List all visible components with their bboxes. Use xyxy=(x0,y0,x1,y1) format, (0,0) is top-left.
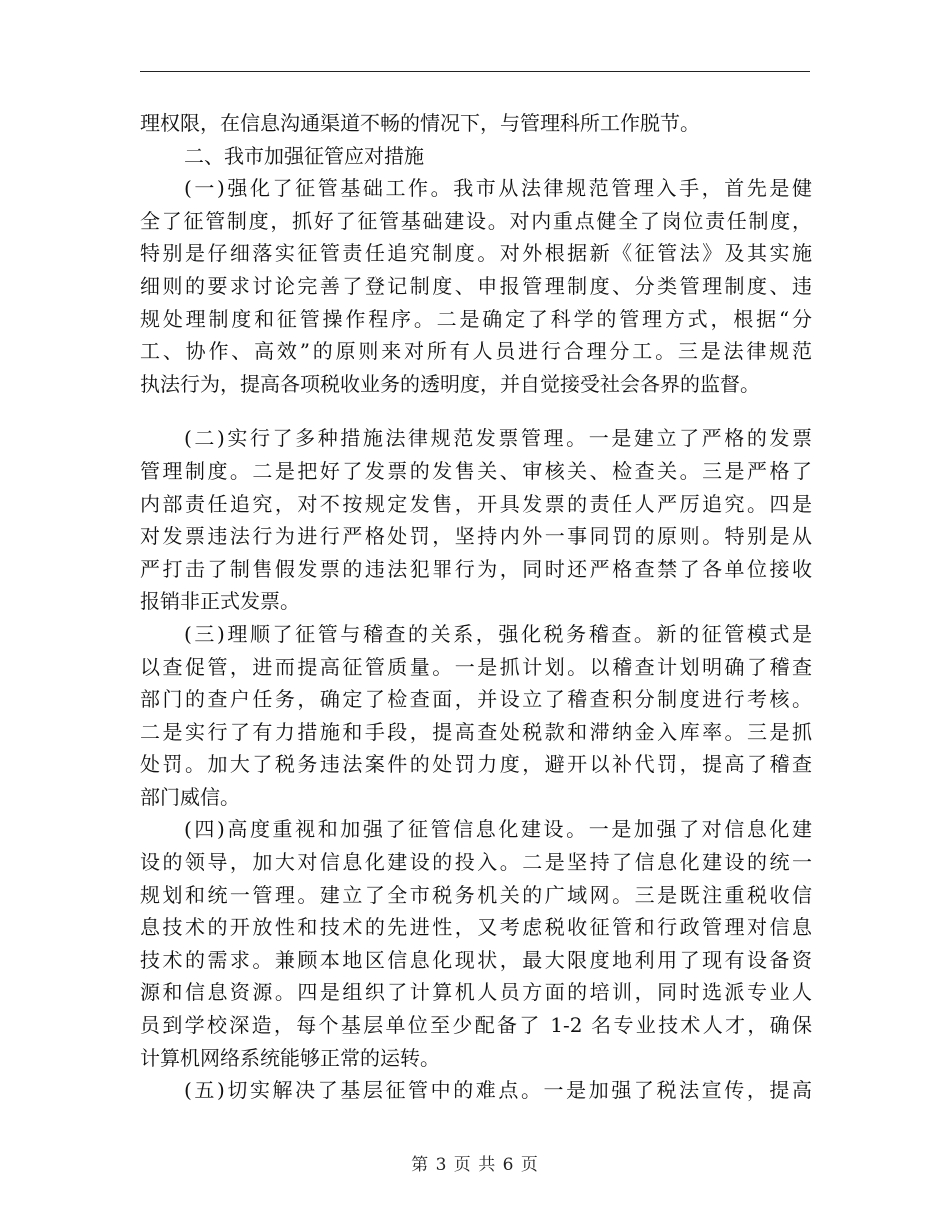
text-line: 特别是仔细落实征管责任追究制度。对外根据新《征管法》及其实施 xyxy=(140,241,812,266)
body-text xyxy=(140,107,812,1107)
text-line: 报销非正式发票。 xyxy=(140,589,300,614)
text-line: (五)切实解决了基层征管中的难点。一是加强了税法宣传，提高 xyxy=(184,1078,812,1103)
text-line: 技术的需求。兼顾本地区信息化现状，最大限度地利用了现有设备资 xyxy=(140,947,812,972)
text-line: 严打击了制售假发票的违法犯罪行为，同时还严格查禁了各单位接收 xyxy=(140,556,812,581)
text-line: 部门的查户任务，确定了检查面，并设立了稽查积分制度进行考核。 xyxy=(140,687,812,712)
text-line: 以查促管，进而提高征管质量。一是抓计划。以稽查计划明确了稽查 xyxy=(140,654,812,679)
text-line: 部门威信。 xyxy=(140,784,240,809)
text-line: 设的领导，加大对信息化建设的投入。二是坚持了信息化建设的统一 xyxy=(140,850,812,875)
text-line: 对发票违法行为进行严格处罚，坚持内外一事同罚的原则。特别是从 xyxy=(140,524,812,549)
text-line: 工、协作、高效”的原则来对所有人员进行合理分工。三是法律规范 xyxy=(140,339,812,364)
text-line: 规划和统一管理。建立了全市税务机关的广域网。三是既注重税收信 xyxy=(140,882,812,907)
text-line: (一)强化了征管基础工作。我市从法律规范管理入手，首先是健 xyxy=(184,176,812,201)
text-line: 二是实行了有力措施和手段，提高查处税款和滞纳金入库率。三是抓 xyxy=(140,719,812,744)
text-line: 内部责任追究，对不按规定发售，开具发票的责任人严厉追究。四是 xyxy=(140,491,812,516)
text-line: (四)高度重视和加强了征管信息化建设。一是加强了对信息化建 xyxy=(184,817,812,842)
text-line: (二)实行了多种措施法律规范发票管理。一是建立了严格的发票 xyxy=(184,426,812,451)
text-line: 执法行为，提高各项税收业务的透明度，并自觉接受社会各界的监督。 xyxy=(140,371,760,396)
page-footer: 第 3 页 共 6 页 xyxy=(411,1155,539,1175)
text-line: (三)理顺了征管与稽查的关系，强化税务稽查。新的征管模式是 xyxy=(184,621,812,646)
text-line: 计算机网络系统能够正常的运转。 xyxy=(140,1045,440,1070)
text-line: 员到学校深造，每个基层单位至少配备了 1-2 名专业技术人才，确保 xyxy=(140,1013,812,1038)
text-line: 全了征管制度，抓好了征管基础建设。对内重点健全了岗位责任制度， xyxy=(140,208,812,233)
text-line: 细则的要求讨论完善了登记制度、申报管理制度、分类管理制度、违 xyxy=(140,273,812,298)
text-line: 管理制度。二是把好了发票的发售关、审核关、检查关。三是严格了 xyxy=(140,458,812,483)
text-line: 二、我市加强征管应对措施 xyxy=(184,143,424,168)
header-rule xyxy=(140,71,810,72)
paragraph-spacer xyxy=(140,400,812,422)
text-line: 处罚。加大了税务违法案件的处罚力度，避开以补代罚，提高了稽查 xyxy=(140,752,812,777)
text-line: 规处理制度和征管操作程序。二是确定了科学的管理方式，根据“分 xyxy=(140,306,812,331)
text-line: 息技术的开放性和技术的先进性，又考虑税收征管和行政管理对信息 xyxy=(140,915,812,940)
text-line: 理权限，在信息沟通渠道不畅的情况下，与管理科所工作脱节。 xyxy=(140,111,700,135)
text-line: 源和信息资源。四是组织了计算机人员方面的培训，同时选派专业人 xyxy=(140,980,812,1005)
